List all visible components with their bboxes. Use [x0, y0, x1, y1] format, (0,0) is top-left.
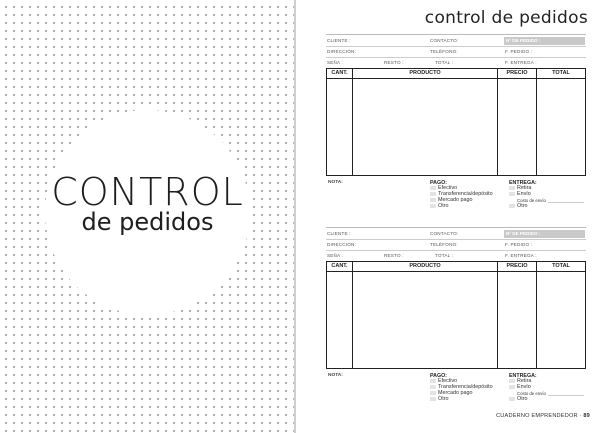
meta-row-client: [326, 36, 586, 47]
col-header-product: PRODUCTO: [353, 262, 497, 272]
order-page: [296, 0, 600, 433]
cover-title-line2: de pedidos: [81, 208, 214, 236]
payment-option[interactable]: Mercado pago: [430, 197, 472, 204]
contact-label: CONTACTO:: [430, 231, 459, 236]
shipping-cost-line: [548, 202, 584, 203]
col-header-product: PRODUCTO: [353, 69, 497, 79]
payment-title: PAGO:: [430, 373, 447, 379]
page-title: control de pedidos: [424, 8, 588, 28]
total-label: TOTAL :: [435, 253, 454, 258]
page-footer: [496, 413, 590, 419]
rest-label: RESTO :: [384, 60, 404, 65]
total-label: TOTAL :: [435, 60, 454, 65]
footer-separator: ·: [579, 413, 582, 419]
checkbox-icon[interactable]: [509, 186, 515, 190]
checkbox-icon[interactable]: [430, 379, 436, 383]
page-number: 89: [583, 413, 590, 419]
form-meta: [326, 34, 586, 68]
delivery-title: ENTREGA:: [509, 373, 537, 379]
checkbox-icon[interactable]: [509, 204, 515, 208]
deposit-label: SEÑA :: [327, 253, 344, 258]
col-header-qty: CANT.: [327, 262, 352, 272]
shipping-cost-label: Costo de envío: [517, 391, 546, 396]
checkbox-icon[interactable]: [430, 204, 436, 208]
payment-option[interactable]: Efectivo: [430, 378, 457, 385]
payment-option[interactable]: Efectivo: [430, 185, 457, 192]
book-name: CUADERNO EMPRENDEDOR: [496, 413, 578, 419]
checkbox-icon[interactable]: [509, 379, 515, 383]
delivery-option[interactable]: Retira: [509, 185, 531, 192]
cover-title-line1: CONTROL: [51, 170, 244, 214]
delivery-option[interactable]: Envío: [509, 384, 531, 391]
payment-option[interactable]: Transferencia/depósito: [430, 384, 493, 391]
delivery-date-label: F. ENTREGA :: [505, 60, 537, 65]
col-header-total: TOTAL: [537, 69, 585, 79]
order-number-label: Nº DE PEDIDO :: [504, 230, 585, 238]
shipping-cost-line: [548, 395, 584, 396]
form-meta: [326, 227, 586, 261]
payment-option[interactable]: Otro: [430, 396, 448, 403]
shipping-cost-label: Costo de envío: [517, 198, 546, 203]
column-divider: [536, 69, 537, 175]
payment-title: PAGO:: [430, 180, 447, 186]
address-label: DIRECCIÓN:: [327, 242, 357, 247]
col-header-total: TOTAL: [537, 262, 585, 272]
checkbox-icon[interactable]: [430, 397, 436, 401]
payment-option[interactable]: Otro: [430, 203, 448, 210]
column-divider: [497, 262, 498, 368]
form-footer: [326, 369, 586, 409]
checkbox-icon[interactable]: [509, 397, 515, 401]
checkbox-icon[interactable]: [430, 192, 436, 196]
contact-label: CONTACTO:: [430, 38, 459, 43]
col-header-qty: CANT.: [327, 69, 352, 79]
order-form-2: [326, 227, 586, 409]
delivery-date-label: F. ENTREGA :: [505, 253, 537, 258]
order-number-label: Nº DE PEDIDO :: [504, 37, 585, 45]
column-divider: [352, 262, 353, 368]
order-date-label: F. PEDIDO :: [505, 242, 533, 247]
delivery-option[interactable]: Otro: [509, 396, 527, 403]
client-label: CLIENTE :: [327, 231, 351, 236]
order-date-label: F. PEDIDO :: [505, 49, 533, 54]
checkbox-icon[interactable]: [509, 385, 515, 389]
note-label: NOTA:: [328, 180, 343, 185]
checkbox-icon[interactable]: [430, 198, 436, 202]
order-form-1: [326, 34, 586, 216]
meta-row-address: [326, 47, 586, 58]
phone-label: TELÉFONO:: [430, 49, 458, 54]
checkbox-icon[interactable]: [509, 192, 515, 196]
delivery-option[interactable]: Envío: [509, 191, 531, 198]
checkbox-icon[interactable]: [430, 385, 436, 389]
form-footer: [326, 176, 586, 216]
address-label: DIRECCIÓN:: [327, 49, 357, 54]
note-label: NOTA:: [328, 373, 343, 378]
col-header-price: PRECIO: [498, 262, 536, 272]
rest-label: RESTO :: [384, 253, 404, 258]
phone-label: TELÉFONO:: [430, 242, 458, 247]
items-table: [326, 261, 586, 369]
payment-option[interactable]: Transferencia/depósito: [430, 191, 493, 198]
cover-page: [0, 0, 295, 433]
column-divider: [497, 69, 498, 175]
column-divider: [536, 262, 537, 368]
column-divider: [352, 69, 353, 175]
delivery-option[interactable]: Otro: [509, 203, 527, 210]
col-header-price: PRECIO: [498, 69, 536, 79]
meta-row-client: [326, 229, 586, 240]
deposit-label: SEÑA :: [327, 60, 344, 65]
client-label: CLIENTE :: [327, 38, 351, 43]
payment-option[interactable]: Mercado pago: [430, 390, 472, 397]
meta-row-address: [326, 240, 586, 251]
delivery-option[interactable]: Retira: [509, 378, 531, 385]
items-table: [326, 68, 586, 176]
delivery-title: ENTREGA:: [509, 180, 537, 186]
checkbox-icon[interactable]: [430, 391, 436, 395]
checkbox-icon[interactable]: [430, 186, 436, 190]
